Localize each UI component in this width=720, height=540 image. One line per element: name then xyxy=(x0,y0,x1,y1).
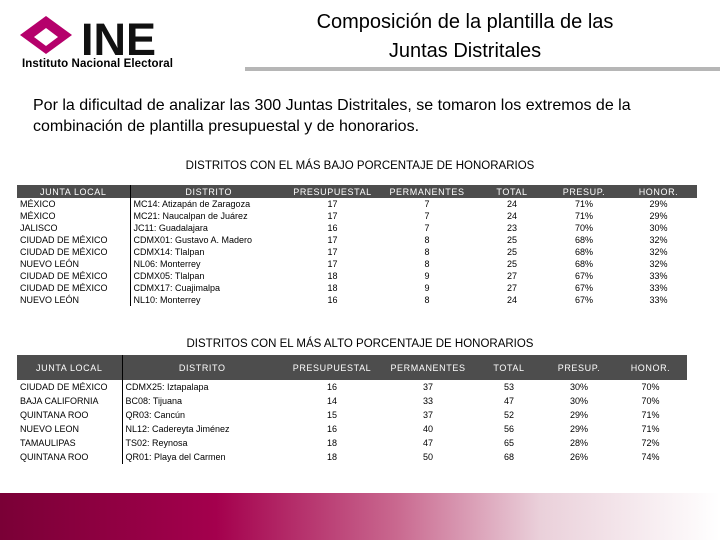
cell-presupuestal: 17 xyxy=(327,199,338,209)
intro-paragraph: Por la dificultad de analizar las 300 Juntas Distritales, se tomaron los extremos de la combinación de plantilla presupuestal y de honorarios. xyxy=(33,97,631,135)
cell-total: 25 xyxy=(506,259,517,269)
cell-total: 65 xyxy=(503,438,514,448)
cell-honor: 70% xyxy=(641,382,660,392)
cell-permanentes: 9 xyxy=(424,283,430,293)
table-row xyxy=(17,234,697,246)
cell-total: 68 xyxy=(503,452,514,462)
cell-total: 56 xyxy=(503,424,514,434)
cell-presup: 68% xyxy=(574,235,593,245)
cell-junta-local: CIUDAD DE MÉXICO xyxy=(17,234,130,246)
cell-presupuestal: 16 xyxy=(327,223,338,233)
cell-presupuestal: 17 xyxy=(327,247,338,257)
table-row xyxy=(17,246,697,258)
cell-presup: 68% xyxy=(574,247,593,257)
cell-distrito: NL12: Cadereyta Jiménez xyxy=(125,424,230,434)
table-row xyxy=(17,422,687,436)
table-body xyxy=(17,198,697,306)
cell-permanentes: 8 xyxy=(424,295,430,305)
cell-distrito: QR01: Playa del Carmen xyxy=(125,452,226,462)
cell-permanentes: 40 xyxy=(422,424,433,434)
cell-total: 53 xyxy=(503,382,514,392)
logo-org-name: Instituto Nacional Electoral xyxy=(22,58,174,70)
table-row xyxy=(17,380,687,394)
cell-total: 27 xyxy=(506,283,517,293)
cell-presup: 68% xyxy=(574,259,593,269)
column-header-distrito: DISTRITO xyxy=(130,185,287,198)
cell-distrito: NL06: Monterrey xyxy=(133,259,201,269)
cell-presupuestal: 18 xyxy=(326,452,337,462)
cell-junta-local: CIUDAD DE MÉXICO xyxy=(17,282,130,294)
cell-honor: 74% xyxy=(641,452,660,462)
cell-total: 24 xyxy=(506,211,517,221)
column-header-honor: HONOR. xyxy=(614,355,687,380)
cell-total: 24 xyxy=(506,199,517,209)
cell-presup: 71% xyxy=(574,199,593,209)
cell-total: 27 xyxy=(506,271,517,281)
cell-permanentes: 50 xyxy=(422,452,433,462)
low-honorarios-table xyxy=(17,185,698,306)
cell-total: 25 xyxy=(506,247,517,257)
cell-total: 24 xyxy=(506,295,517,305)
cell-honor: 71% xyxy=(641,410,660,420)
table-row xyxy=(17,258,697,270)
cell-total: 25 xyxy=(506,235,517,245)
column-header-distrito: DISTRITO xyxy=(122,355,282,380)
high-table-title: DISTRITOS CON EL MÁS ALTO PORCENTAJE DE HONORARIOS xyxy=(186,338,534,350)
cell-honor: 33% xyxy=(649,283,668,293)
cell-permanentes: 37 xyxy=(422,382,433,392)
table-row xyxy=(17,210,697,222)
cell-presup: 70% xyxy=(574,223,593,233)
cell-permanentes: 7 xyxy=(424,199,430,209)
cell-distrito: CDMX17: Cuajimalpa xyxy=(133,283,221,293)
cell-honor: 29% xyxy=(649,199,668,209)
cell-presup: 26% xyxy=(569,452,588,462)
column-header-permanentes: PERMANENTES xyxy=(382,355,474,380)
cell-permanentes: 7 xyxy=(424,211,430,221)
cell-presupuestal: 17 xyxy=(327,211,338,221)
cell-junta-local: CIUDAD DE MÉXICO xyxy=(17,270,130,282)
cell-distrito: CDMX01: Gustavo A. Madero xyxy=(133,235,253,245)
cell-distrito: NL10: Monterrey xyxy=(133,295,201,305)
cell-distrito: CDMX14: Tlalpan xyxy=(133,247,205,257)
cell-presup: 71% xyxy=(574,211,593,221)
cell-permanentes: 7 xyxy=(424,223,430,233)
cell-presup: 30% xyxy=(569,382,588,392)
column-header-total: TOTAL xyxy=(474,355,544,380)
cell-distrito: JC11: Guadalajara xyxy=(133,223,208,233)
cell-junta-local: CIUDAD DE MÉXICO xyxy=(17,246,130,258)
cell-permanentes: 8 xyxy=(424,247,430,257)
cell-junta-local: CIUDAD DE MÉXICO xyxy=(17,380,122,394)
table-row xyxy=(17,282,697,294)
cell-presupuestal: 16 xyxy=(326,382,337,392)
cell-honor: 32% xyxy=(649,235,668,245)
cell-honor: 72% xyxy=(641,438,660,448)
cell-distrito: MC21: Naucalpan de Juárez xyxy=(133,211,248,221)
cell-distrito: BC08: Tijuana xyxy=(125,396,183,406)
cell-permanentes: 8 xyxy=(424,235,430,245)
column-header-junta-local: JUNTA LOCAL xyxy=(17,185,130,198)
cell-presupuestal: 14 xyxy=(326,396,337,406)
cell-presupuestal: 17 xyxy=(327,235,338,245)
page-title xyxy=(250,8,680,66)
cell-junta-local: TAMAULIPAS xyxy=(17,436,122,450)
column-header-presupuestal: PRESUPUESTAL xyxy=(287,185,378,198)
cell-presupuestal: 16 xyxy=(326,424,337,434)
cell-presup: 30% xyxy=(569,396,588,406)
cell-junta-local: NUEVO LEÓN xyxy=(17,258,130,270)
cell-presupuestal: 15 xyxy=(326,410,337,420)
table-header-row xyxy=(17,355,687,380)
cell-junta-local: NUEVO LEON xyxy=(17,422,122,436)
cell-presup: 67% xyxy=(574,295,593,305)
cell-permanentes: 47 xyxy=(422,438,433,448)
column-header-presup: PRESUP. xyxy=(548,185,620,198)
column-header-total: TOTAL xyxy=(476,185,548,198)
cell-permanentes: 37 xyxy=(422,410,433,420)
cell-honor: 32% xyxy=(649,247,668,257)
table-row xyxy=(17,436,687,450)
cell-junta-local: MÉXICO xyxy=(17,198,130,210)
cell-presup: 29% xyxy=(569,424,588,434)
table-row xyxy=(17,270,697,282)
cell-total: 52 xyxy=(503,410,514,420)
cell-honor: 71% xyxy=(641,424,660,434)
table-row xyxy=(17,394,687,408)
cell-presupuestal: 17 xyxy=(327,259,338,269)
cell-distrito: CDMX05: Tlalpan xyxy=(133,271,205,281)
column-header-junta-local: JUNTA LOCAL xyxy=(17,355,122,380)
high-honorarios-table xyxy=(17,355,688,464)
cell-junta-local: QUINTANA ROO xyxy=(17,450,122,464)
cell-honor: 33% xyxy=(649,271,668,281)
page-title-line2: Juntas Distritales xyxy=(388,40,542,62)
table-body xyxy=(17,380,687,464)
cell-junta-local: BAJA CALIFORNIA xyxy=(17,394,122,408)
cell-honor: 33% xyxy=(649,295,668,305)
page-title-line1: Composición de la plantilla de las xyxy=(316,11,614,33)
cell-honor: 29% xyxy=(649,211,668,221)
cell-presup: 67% xyxy=(574,271,593,281)
cell-junta-local: QUINTANA ROO xyxy=(17,408,122,422)
cell-presupuestal: 18 xyxy=(327,283,338,293)
cell-junta-local: NUEVO LEÓN xyxy=(17,294,130,306)
cell-total: 47 xyxy=(503,396,514,406)
table-row xyxy=(17,408,687,422)
table-row xyxy=(17,294,697,306)
cell-permanentes: 8 xyxy=(424,259,430,269)
cell-permanentes: 9 xyxy=(424,271,430,281)
cell-presup: 28% xyxy=(569,438,588,448)
cell-distrito: TS02: Reynosa xyxy=(125,438,188,448)
cell-permanentes: 33 xyxy=(422,396,433,406)
cell-presup: 29% xyxy=(569,410,588,420)
cell-total: 23 xyxy=(506,223,517,233)
table-row xyxy=(17,222,697,234)
cell-presupuestal: 16 xyxy=(327,295,338,305)
cell-junta-local: JALISCO xyxy=(17,222,130,234)
column-header-presupuestal: PRESUPUESTAL xyxy=(282,355,382,380)
cell-junta-local: MÉXICO xyxy=(17,210,130,222)
footer-band xyxy=(0,493,720,540)
table-row xyxy=(17,450,687,464)
cell-presupuestal: 18 xyxy=(326,438,337,448)
cell-distrito: QR03: Cancún xyxy=(125,410,186,420)
column-header-honor: HONOR. xyxy=(620,185,697,198)
cell-honor: 30% xyxy=(649,223,668,233)
column-header-presup: PRESUP. xyxy=(544,355,614,380)
cell-distrito: MC14: Atizapán de Zaragoza xyxy=(133,199,251,209)
cell-honor: 32% xyxy=(649,259,668,269)
low-table-title: DISTRITOS CON EL MÁS BAJO PORCENTAJE DE HONORARIOS xyxy=(185,160,535,172)
column-header-permanentes: PERMANENTES xyxy=(378,185,476,198)
logo-acronym: INE xyxy=(81,14,157,65)
cell-distrito: CDMX25: Iztapalapa xyxy=(125,382,209,392)
cell-presup: 67% xyxy=(574,283,593,293)
cell-presupuestal: 18 xyxy=(327,271,338,281)
table-header-row xyxy=(17,185,697,198)
cell-honor: 70% xyxy=(641,396,660,406)
title-underline xyxy=(245,67,720,71)
table-row xyxy=(17,198,697,210)
